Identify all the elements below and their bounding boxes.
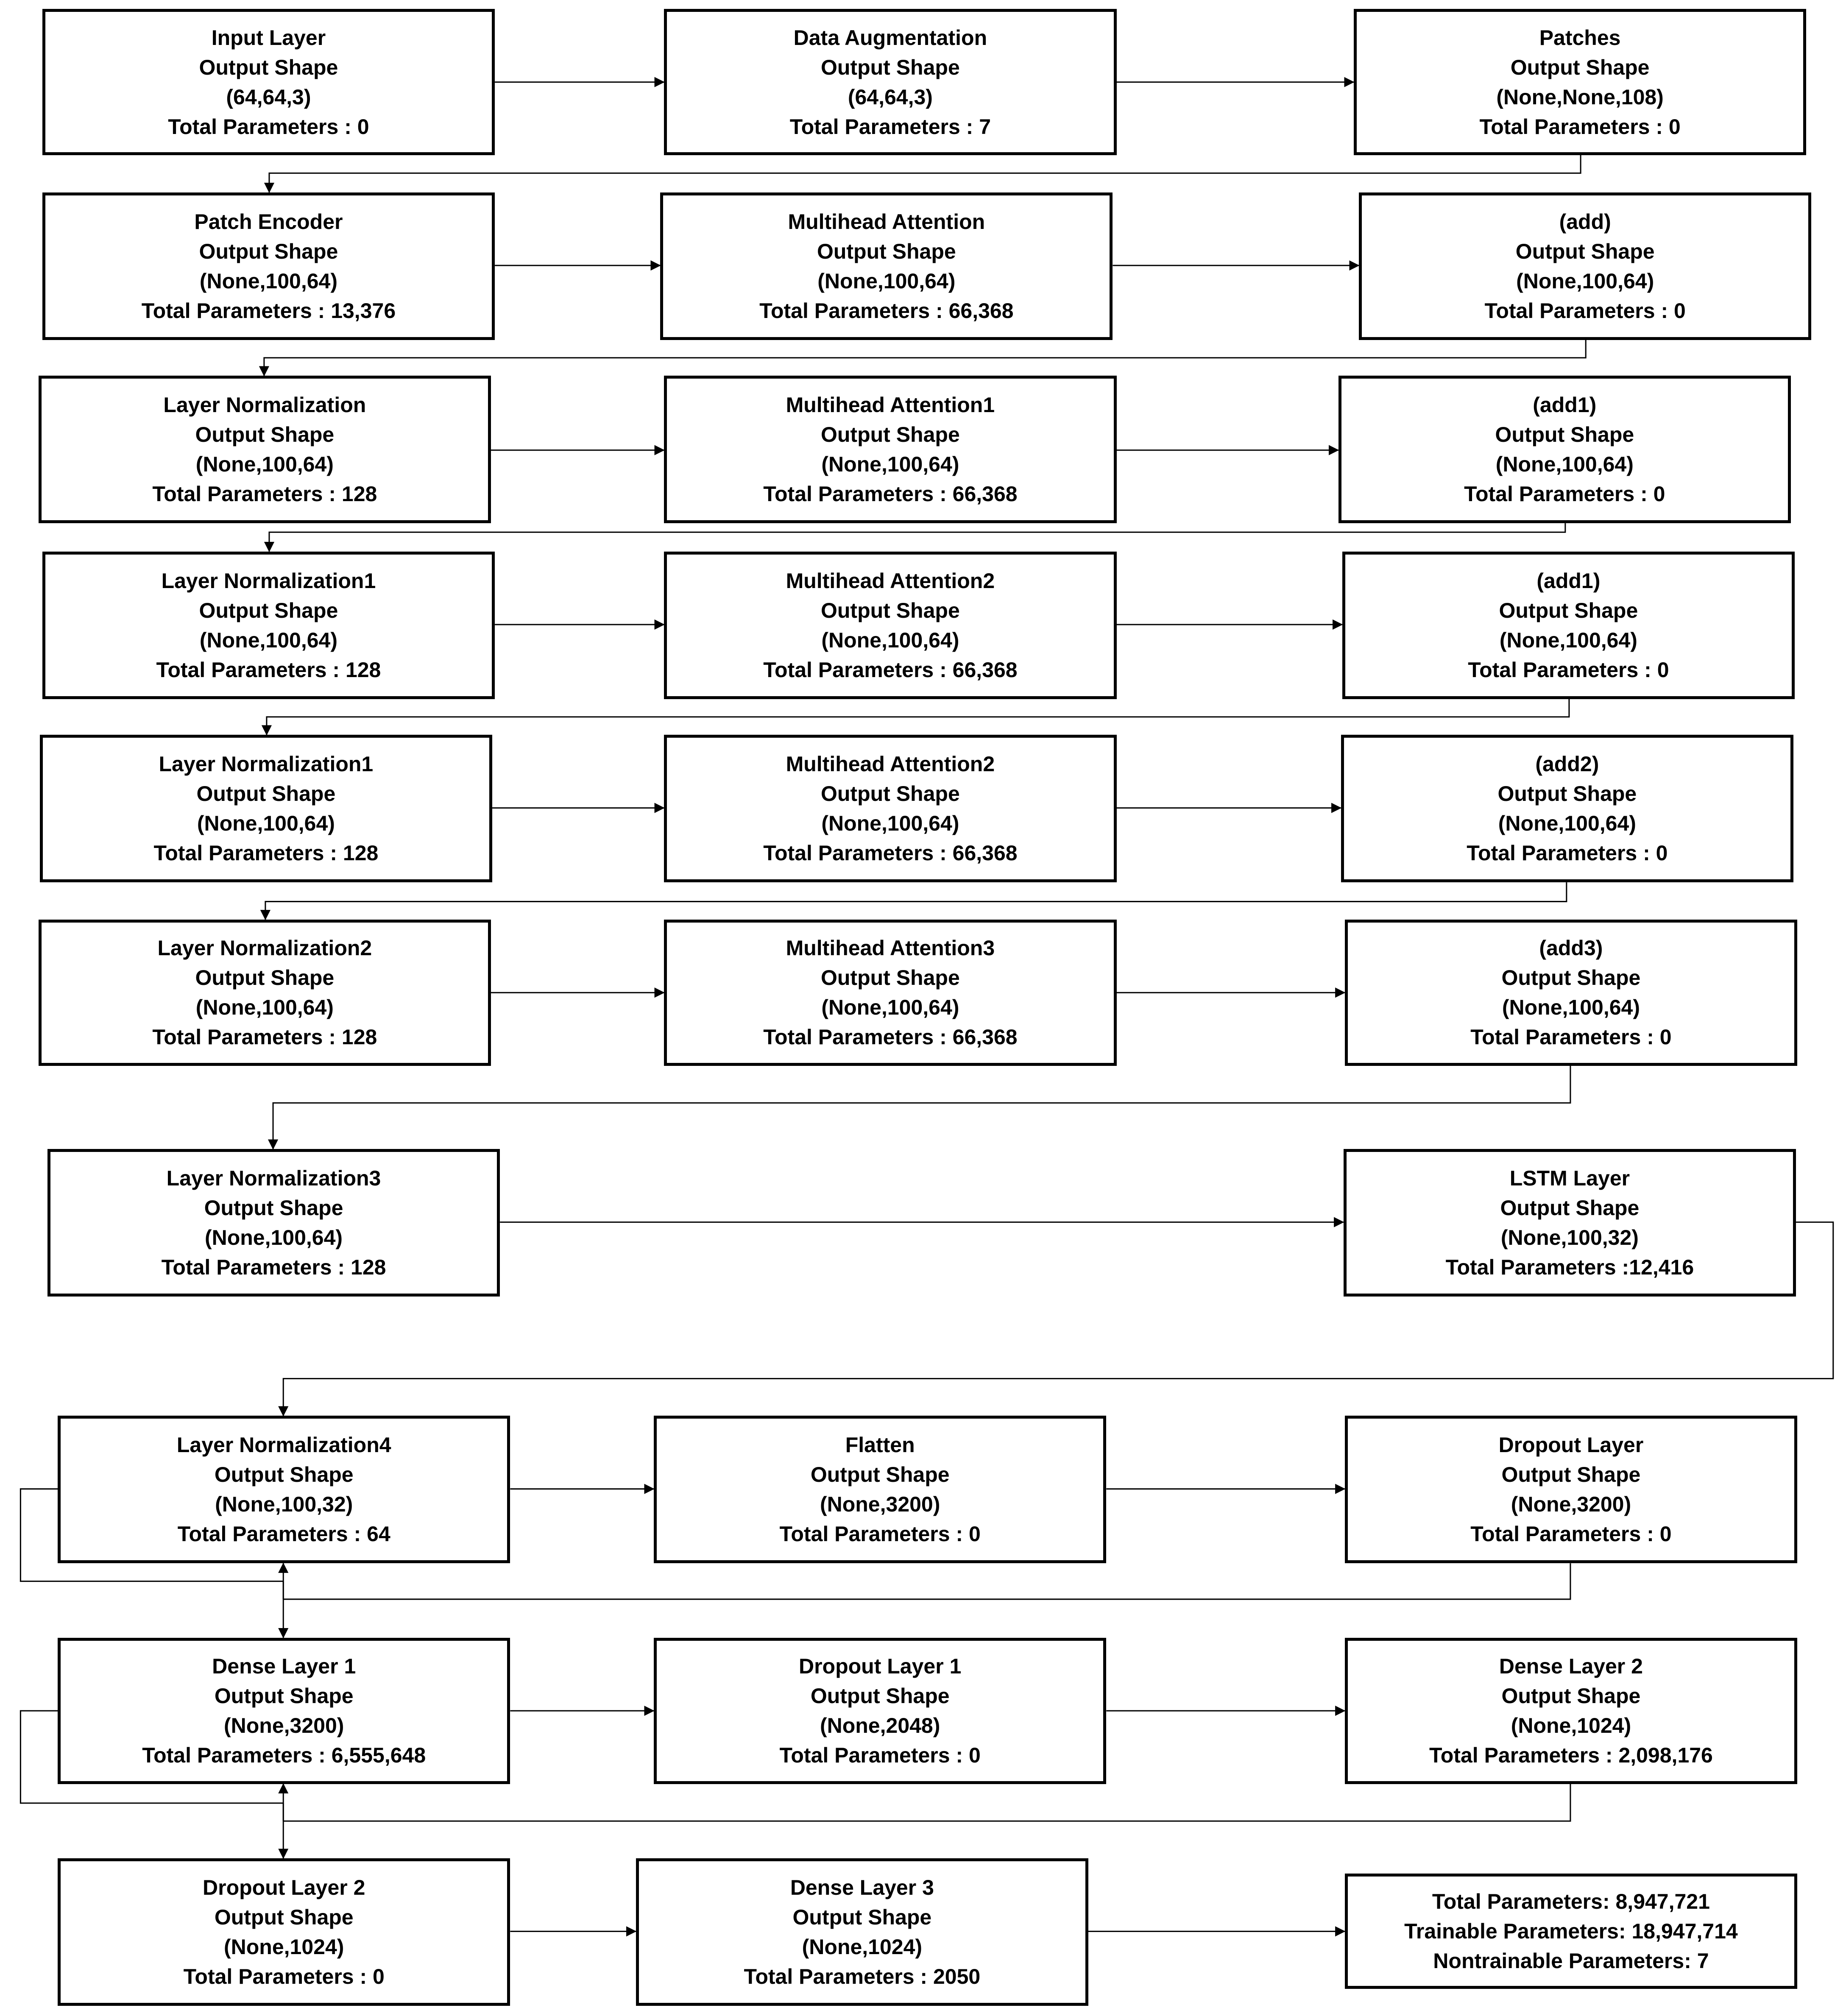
layer-node-dense3: [636, 1858, 1088, 2006]
total-parameters: Total Parameters : 128: [156, 658, 381, 682]
arrow-connector: [264, 340, 1586, 376]
output-shape-value: (None,100,64): [195, 452, 334, 477]
layer-node-mha3: [664, 920, 1116, 1066]
layer-name: Patches: [1539, 25, 1621, 50]
layer-name: Dense Layer 2: [1499, 1654, 1643, 1679]
output-shape-value: (None,100,64): [1498, 811, 1636, 836]
arrow-connector: [265, 882, 1567, 920]
layer-name: Dense Layer 3: [790, 1875, 934, 1899]
layer-node-dropout1: [654, 1638, 1106, 1784]
output-shape-label: Output Shape: [214, 1463, 354, 1487]
layer-node-add: [1359, 192, 1811, 340]
output-shape-label: Output Shape: [199, 598, 338, 622]
layer-node-add1a: [1338, 376, 1791, 523]
layer-node-lstm: [1344, 1149, 1796, 1297]
layer-node-ln4: [58, 1416, 510, 1563]
output-shape-label: Output Shape: [821, 966, 960, 990]
layer-name: Multihead Attention2: [786, 569, 995, 593]
layer-node-dense1: [58, 1638, 510, 1784]
arrow-connector: [269, 155, 1581, 192]
layer-node-ln: [39, 376, 491, 523]
layer-node-patch_enc: [42, 192, 495, 340]
arrow-connector: [269, 523, 1565, 552]
total-parameters: Total Parameters : 128: [152, 482, 377, 506]
layer-name: Layer Normalization1: [159, 752, 374, 776]
total-parameters: Total Parameters : 128: [153, 841, 379, 865]
arrow-connector: [267, 699, 1569, 735]
output-shape-value: (None,100,64): [821, 628, 959, 652]
layer-node-ln1a: [42, 552, 495, 699]
layer-name: Layer Normalization: [163, 393, 366, 417]
total-parameters: Total Parameters : 13,376: [141, 298, 396, 323]
layer-node-ln3: [47, 1149, 500, 1297]
output-shape-label: Output Shape: [821, 423, 960, 447]
output-shape-value: (None,1024): [802, 1935, 923, 1959]
total-parameters: Total Parameters : 0: [1484, 298, 1686, 323]
output-shape-label: Output Shape: [810, 1463, 950, 1487]
total-parameters: Total Parameters : 66,368: [763, 658, 1018, 682]
total-parameters: Total Parameters : 0: [779, 1743, 981, 1768]
output-shape-value: (64,64,3): [848, 85, 933, 109]
layer-name: Dropout Layer 1: [798, 1654, 962, 1679]
total-parameters: Total Parameters : 0: [1468, 658, 1669, 682]
output-shape-label: Output Shape: [1500, 1196, 1640, 1220]
layer-name: Layer Normalization4: [176, 1433, 391, 1457]
layer-node-add1b: [1342, 552, 1795, 699]
total-parameters: Total Parameters : 0: [1470, 1025, 1672, 1049]
layer-name: (add2): [1535, 752, 1599, 776]
output-shape-value: (None,100,64): [1502, 995, 1640, 1020]
total-parameters: Total Parameters : 2050: [744, 1964, 981, 1988]
total-parameters: Total Parameters : 0: [1479, 114, 1681, 139]
total-parameters: Total Parameters : 0: [1464, 482, 1665, 506]
line-connector: [283, 1784, 1570, 1821]
summary-line: Nontrainable Parameters: 7: [1433, 1949, 1709, 1973]
output-shape-label: Output Shape: [195, 423, 335, 447]
layer-name: Dropout Layer 2: [203, 1875, 365, 1899]
output-shape-label: Output Shape: [1497, 782, 1637, 806]
output-shape-value: (None,1024): [224, 1935, 344, 1959]
layer-node-mha: [660, 192, 1113, 340]
layer-name: Patch Encoder: [194, 209, 343, 234]
total-parameters: Total Parameters : 66,368: [763, 841, 1018, 865]
output-shape-value: (None,3200): [820, 1492, 940, 1517]
layer-name: Layer Normalization1: [161, 569, 376, 593]
total-parameters: Total Parameters : 128: [152, 1025, 377, 1049]
output-shape-label: Output Shape: [821, 782, 960, 806]
output-shape-value: (None,2048): [820, 1714, 940, 1738]
layer-name: Dense Layer 1: [212, 1654, 356, 1679]
layer-name: Layer Normalization3: [166, 1166, 381, 1191]
output-shape-value: (None,100,64): [821, 452, 959, 477]
summary-line: Trainable Parameters: 18,947,714: [1404, 1919, 1738, 1944]
layer-name: (add3): [1539, 936, 1603, 960]
total-parameters: Total Parameters : 0: [1470, 1522, 1672, 1546]
total-parameters: Total Parameters : 128: [161, 1255, 386, 1280]
output-shape-value: (None,100,32): [215, 1492, 353, 1517]
layer-name: Multihead Attention3: [786, 936, 995, 960]
layer-name: Dropout Layer: [1498, 1433, 1644, 1457]
output-shape-label: Output Shape: [204, 1196, 343, 1220]
total-parameters: Total Parameters : 0: [779, 1522, 981, 1546]
output-shape-value: (None,100,64): [199, 269, 337, 293]
layer-name: (add1): [1536, 569, 1601, 593]
output-shape-value: (None,100,64): [821, 995, 959, 1020]
output-shape-label: Output Shape: [817, 239, 956, 263]
arrow-connector: [273, 1066, 1570, 1149]
output-shape-value: (None,100,64): [821, 811, 959, 836]
output-shape-label: Output Shape: [792, 1905, 932, 1929]
layer-node-patches: [1354, 9, 1806, 155]
output-shape-value: (None,100,64): [204, 1226, 343, 1250]
layer-node-ln2: [39, 920, 491, 1066]
layer-node-dropout2: [58, 1858, 510, 2006]
layer-node-mha1: [664, 376, 1116, 523]
layer-name: Multihead Attention: [788, 209, 985, 234]
output-shape-label: Output Shape: [196, 782, 336, 806]
layer-name: Data Augmentation: [793, 25, 987, 50]
output-shape-label: Output Shape: [1515, 239, 1655, 263]
layer-node-aug: [664, 9, 1116, 155]
output-shape-value: (None,100,64): [1516, 269, 1654, 293]
layer-node-ln1b: [40, 735, 492, 882]
total-parameters: Total Parameters : 66,368: [763, 482, 1018, 506]
output-shape-label: Output Shape: [1501, 1463, 1641, 1487]
output-shape-value: (None,3200): [1511, 1492, 1631, 1517]
output-shape-value: (None,100,32): [1500, 1226, 1639, 1250]
total-parameters: Total Parameters : 0: [1467, 841, 1668, 865]
total-parameters: Total Parameters : 66,368: [763, 1025, 1018, 1049]
output-shape-label: Output Shape: [214, 1684, 354, 1708]
layer-node-input: [42, 9, 495, 155]
output-shape-label: Output Shape: [821, 55, 960, 79]
line-connector: [283, 1563, 1570, 1599]
layer-node-mha2b: [664, 735, 1116, 882]
layer-name: (add): [1559, 209, 1611, 234]
layer-node-dropout: [1345, 1416, 1797, 1563]
layer-name: Multihead Attention2: [786, 752, 995, 776]
layer-name: (add1): [1533, 393, 1597, 417]
layer-node-add3: [1345, 920, 1797, 1066]
output-shape-label: Output Shape: [214, 1905, 354, 1929]
layer-node-dense2: [1345, 1638, 1797, 1784]
total-parameters: Total Parameters : 0: [168, 114, 369, 139]
layer-name: Input Layer: [211, 25, 326, 50]
layer-name: Layer Normalization2: [157, 936, 372, 960]
output-shape-value: (64,64,3): [226, 85, 311, 109]
output-shape-label: Output Shape: [1495, 423, 1634, 447]
total-parameters: Total Parameters : 7: [789, 114, 991, 139]
output-shape-value: (None,100,64): [197, 811, 335, 836]
layer-node-flatten: [654, 1416, 1106, 1563]
total-parameters: Total Parameters : 64: [177, 1522, 390, 1546]
total-parameters: Total Parameters :12,416: [1445, 1255, 1694, 1280]
output-shape-value: (None,100,64): [199, 628, 337, 652]
output-shape-value: (None,100,64): [195, 995, 334, 1020]
output-shape-value: (None,None,108): [1496, 85, 1664, 109]
layer-name: LSTM Layer: [1509, 1166, 1630, 1191]
layer-node-add2: [1341, 735, 1793, 882]
output-shape-label: Output Shape: [1499, 598, 1638, 622]
layer-name: Flatten: [845, 1433, 915, 1457]
output-shape-value: (None,1024): [1511, 1714, 1631, 1738]
output-shape-label: Output Shape: [1510, 55, 1650, 79]
output-shape-value: (None,100,64): [1495, 452, 1634, 477]
output-shape-label: Output Shape: [810, 1684, 950, 1708]
total-parameters: Total Parameters : 2,098,176: [1429, 1743, 1713, 1768]
summary-line: Total Parameters: 8,947,721: [1432, 1890, 1710, 1914]
output-shape-label: Output Shape: [1501, 966, 1641, 990]
output-shape-label: Output Shape: [199, 55, 338, 79]
layer-name: Multihead Attention1: [786, 393, 995, 417]
output-shape-label: Output Shape: [195, 966, 335, 990]
output-shape-label: Output Shape: [1501, 1684, 1641, 1708]
parameter-summary-box: [1345, 1874, 1797, 1989]
total-parameters: Total Parameters : 6,555,648: [142, 1743, 426, 1768]
output-shape-value: (None,3200): [224, 1714, 344, 1738]
layer-node-mha2a: [664, 552, 1116, 699]
total-parameters: Total Parameters : 66,368: [759, 298, 1014, 323]
output-shape-label: Output Shape: [821, 598, 960, 622]
output-shape-value: (None,100,64): [1499, 628, 1637, 652]
output-shape-value: (None,100,64): [817, 269, 956, 293]
total-parameters: Total Parameters : 0: [183, 1964, 385, 1988]
output-shape-label: Output Shape: [199, 239, 338, 263]
